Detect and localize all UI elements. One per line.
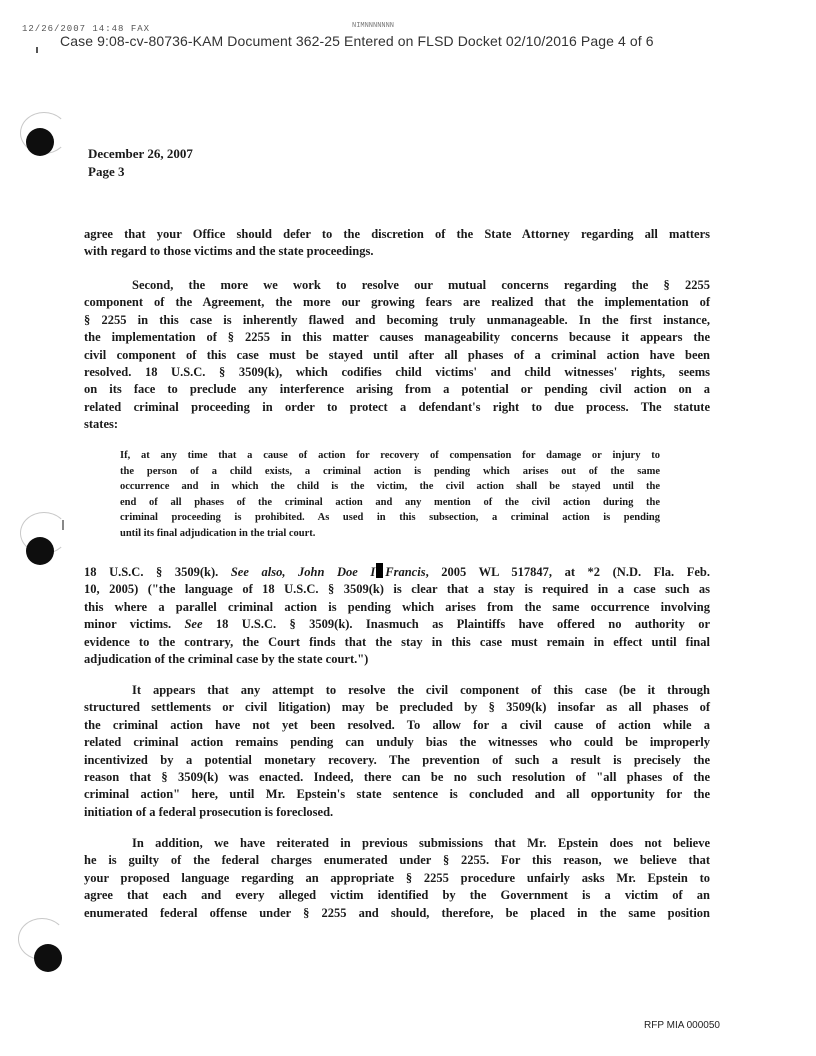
text-line: this where a parallel criminal action is pending which arises from the same occurrence involving — [84, 599, 710, 614]
citation-text: 18 U.S.C. § 3509(k). — [84, 565, 231, 579]
punch-hole-middle — [26, 537, 54, 565]
text-line: In addition, we have reiterated in previous submissions that Mr. Epstein does not believe — [132, 836, 710, 850]
paragraph-fifth — [84, 835, 710, 922]
text-line: with regard to those victims and the state proceedings. — [84, 244, 374, 259]
text-line: § 2255 in this case is inherently flawed and becoming truly unmanageable. In the first instance, — [84, 312, 710, 327]
paragraph-fourth — [84, 682, 710, 821]
text-line: It appears that any attempt to resolve the civil component of this case (be it through — [132, 683, 710, 697]
text-line: states: — [84, 417, 119, 432]
text-line: related criminal proceeding in order to protect a defendant's right to due process. The statute — [84, 399, 710, 414]
text-line: related criminal action remains pending can unduly bias the witnesses who could be improperly — [84, 735, 710, 750]
text-line: reason that § 3509(k) was enacted. Indeed, there can be no such resolution of "all phases of the — [84, 770, 710, 785]
paragraph-citation — [84, 563, 710, 668]
text-line: the criminal action have not yet been resolved. To allow for a civil cause of action while a — [84, 717, 710, 732]
citation-see-also: See also, John Doe I — [230, 565, 376, 579]
quote-line: If, at any time that a cause of action for recovery of compensation for damage or injury to — [120, 450, 660, 461]
text-line: 10, 2005) ("the language of 18 U.S.C. § 3509(k) is clear that a stay is required in a case such as — [84, 582, 710, 597]
citation-case-name: Francis — [385, 565, 426, 579]
paragraph-second — [84, 277, 710, 434]
bates-number: RFP MIA 000050 — [644, 1020, 720, 1031]
text-line: criminal action" here, until Mr. Epstein's state sentence is concluded and all opportunity for the — [84, 787, 710, 802]
quote-line: criminal proceeding is prohibited. As used in this subsection, a criminal action is pending — [120, 512, 660, 524]
text-line: structured settlements or civil litigation) may be precluded by § 3509(k) insofar as all phases of — [84, 700, 710, 715]
letter-date: December 26, 2007 — [88, 146, 193, 161]
paragraph-continuation — [84, 226, 710, 261]
text-line: Second, the more we work to resolve our mutual concerns regarding the § 2255 — [132, 278, 710, 292]
citation-text: minor victims. — [84, 617, 185, 632]
statute-block-quote — [120, 448, 660, 542]
scan-mark-middle — [62, 520, 64, 530]
punch-hole-top — [26, 128, 54, 156]
text-line — [84, 563, 710, 581]
text-line: he is guilty of the federal charges enumerated under § 2255. For this reason, we believe that — [84, 853, 710, 868]
text-line: enumerated federal offense under § 2255 and should, therefore, be placed in the same position — [84, 905, 710, 920]
quote-line: end of all phases of the criminal action and any mention of the civil action during the — [120, 496, 660, 508]
text-line: your proposed language regarding an appropriate § 2255 procedure unfairly asks Mr. Epstein to — [84, 870, 710, 885]
quote-line: until its final adjudication in the trial court. — [120, 527, 316, 539]
fax-header-mid: NIMNNNNNNN — [352, 22, 395, 30]
text-line: the implementation of § 2255 in this matter causes manageability concerns because it appears the — [84, 330, 710, 345]
text-line: agree that your Office should defer to the discretion of the State Attorney regarding all matters — [84, 227, 710, 241]
text-line — [84, 616, 710, 633]
text-line: agree that each and every alleged victim identified by the Government is a victim of an — [84, 888, 710, 903]
letter-page-number: Page 3 — [88, 164, 125, 179]
text-line: resolved. 18 U.S.C. § 3509(k), which codifies child victims' and child witnesses' rights, seems — [84, 365, 710, 380]
citation-text: , 2005 WL 517847, at *2 (N.D. Fla. Feb. — [425, 565, 710, 579]
quote-line: the person of a child exists, a criminal action is pending which arises out of the same — [120, 465, 660, 477]
text-line: evidence to the contrary, the Court finds that the stay in this case must remain in effect until final — [84, 634, 710, 649]
punch-hole-bottom — [34, 944, 62, 972]
case-docket-header: Case 9:08-cv-80736-KAM Document 362-25 Entered on FLSD Docket 02/10/2016 Page 4 of 6 — [60, 33, 654, 49]
text-line: incentivized by a potential monetary recovery. The prevention of such a result is precisely the — [84, 752, 710, 767]
scan-mark — [36, 47, 38, 53]
fax-header-text: 12/26/2007 14:48 FAX — [22, 24, 151, 34]
quote-line: occurrence and in which the child is the victim, the civil action shall be stayed until the — [120, 481, 660, 493]
redaction-block — [376, 563, 383, 578]
text-line: initiation of a federal prosecution is foreclosed. — [84, 804, 334, 819]
citation-text: 18 U.S.C. § 3509(k). Inasmuch as Plaintiffs have offered no authority or — [202, 617, 711, 632]
text-line: civil component of this case must be stayed until after all phases of a criminal action have been — [84, 347, 710, 362]
text-line: on its face to preclude any interference arising from a potential or pending civil action on a — [84, 382, 710, 397]
citation-see: See — [184, 617, 203, 632]
text-line: adjudication of the criminal case by the state court.") — [84, 652, 369, 667]
text-line: component of the Agreement, the more our growing fears are realized that the implementation of — [84, 295, 710, 310]
